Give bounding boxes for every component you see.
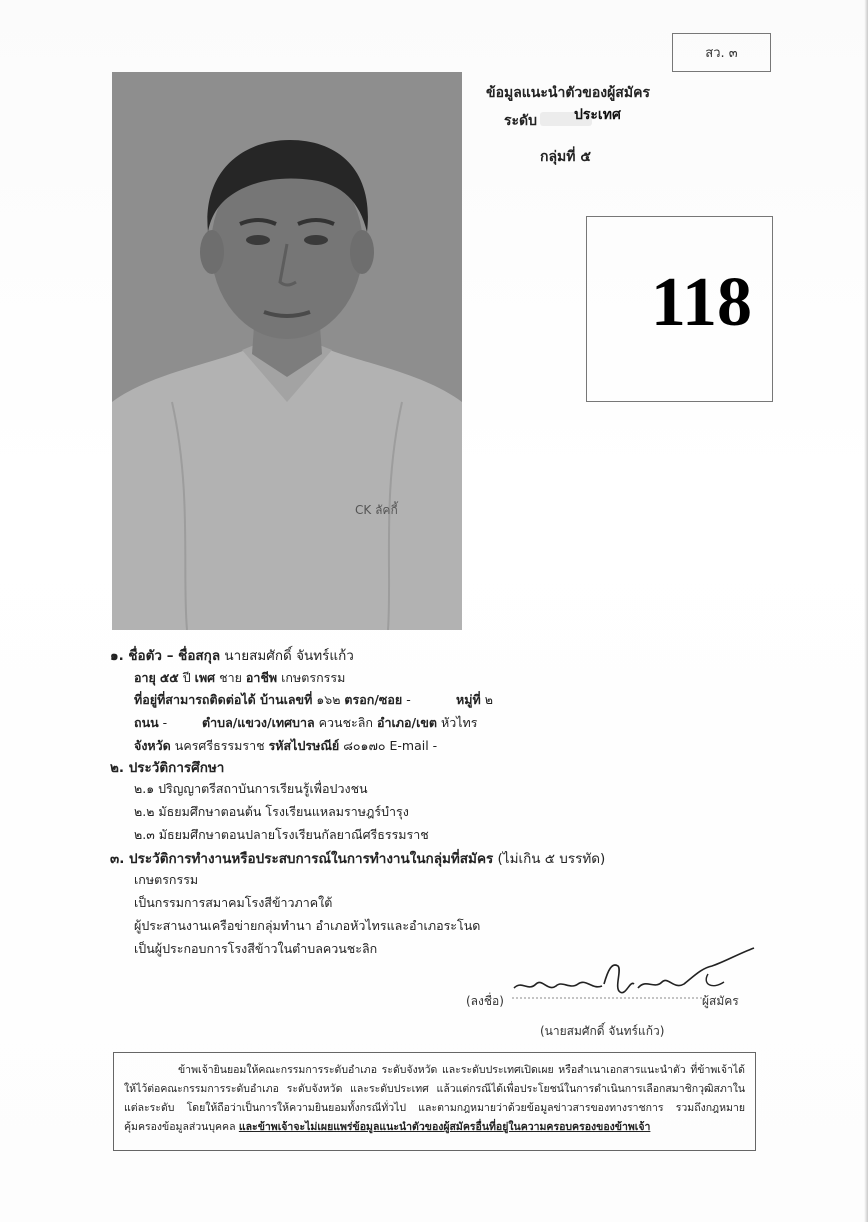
document-title: ข้อมูลแนะนำตัวของผู้สมัคร (486, 85, 650, 101)
occupation-value: เกษตรกรรม (281, 670, 346, 685)
section1-line2 (134, 668, 345, 688)
moo-field (456, 690, 493, 710)
age-unit: ปี (182, 670, 191, 685)
signature-role: ผู้สมัคร (702, 994, 739, 1008)
age-label: อายุ (134, 670, 156, 685)
postcode-value: ๘๐๑๗๐ (343, 738, 386, 753)
section3-heading: ๓. ประวัติการทำงานหรือประสบการณ์ในการทำงานในกลุ่มที่สมัคร (110, 851, 494, 867)
road-value: - (162, 715, 168, 730)
district-label: อำเภอ/เขต (376, 715, 438, 730)
alley-value: - (406, 692, 411, 707)
section1-line5 (134, 736, 437, 756)
section1-line3 (134, 690, 411, 710)
section1-line1 (110, 644, 354, 666)
work-item: ผู้ประสานงานเครือข่ายกลุ่มทำนา อำเภอหัวไทรและอำเภอระโนด (134, 918, 481, 933)
signature-area (462, 940, 762, 1040)
province-label: จังหวัด (134, 738, 171, 753)
applicant-number-box (586, 216, 773, 402)
address-label: ที่อยู่ที่สามารถติดต่อได้ บ้านเลขที่ (134, 692, 313, 707)
email-label: E-mail (389, 738, 429, 753)
work-item: เป็นผู้ประกอบการโรงสีข้าวในตำบลควนชะลิก (134, 941, 378, 956)
consent-statement-box (113, 1052, 756, 1151)
moo-value: ๒ (484, 692, 493, 707)
occupation-label: อาชีพ (245, 670, 278, 685)
signature-label: (ลงชื่อ) (466, 994, 504, 1008)
section3-line (110, 847, 605, 869)
section1-heading: ๑. ชื่อตัว – ชื่อสกุล (110, 648, 221, 664)
level-value: ประเทศ (574, 107, 621, 123)
alley-label: ตรอก/ซอย (344, 692, 403, 707)
form-code-box: สว. ๓ (672, 33, 771, 72)
education-item: ๒.๑ ปริญญาตรีสถาบันการเรียนรู้เพื่อปวงชน (134, 781, 368, 796)
section2-heading: ๒. ประวัติการศึกษา (110, 760, 225, 776)
sex-label: เพศ (194, 670, 216, 685)
consent-text: ข้าพเจ้ายินยอมให้คณะกรรมการระดับอำเภอ ระดับจังหวัด และระดับประเทศเปิดเผย หรือสำเนาเอกสารแนะนำตัว ที่ข้าพเจ้าได้ให้ไว้ต่อคณะกรรมการระดับอำเภอ ระดับจังหวัด และระดับประเทศ แล้วแต่กรณีได้เพื่อประโยชน์ในการดำเนินการเลือกสมาชิกวุฒิสภาในแต่ละระดับ โดยให้ถือว่าเป็นการให้ความยินยอมทั้งกรณีทั่วไป และตามกฎหมายว่าด้วยข้อมูลข่าวสารของทางราชการ รวมถึงกฎหมายคุ้มครองข้อมูลส่วนบุคคล (124, 1064, 745, 1133)
section1-line4 (134, 713, 167, 733)
work-item: เป็นกรรมการสมาคมโรงสีข้าวภาคใต้ (134, 895, 333, 910)
consent-emphasis: และข้าพเจ้าจะไม่เผยแพร่ข้อมูลแนะนำตัวของผู้สมัครอื่นที่อยู่ในความครอบครองของข้าพเจ้า (238, 1121, 651, 1133)
district-value: หัวไทร (441, 715, 478, 730)
applicant-portrait (112, 72, 462, 630)
section3-note: (ไม่เกิน ๕ บรรทัด) (497, 851, 606, 867)
moo-label: หมู่ที่ (456, 692, 481, 707)
level-label: ระดับ (504, 113, 538, 129)
applicant-name: นายสมศักดิ์ จันทร์แก้ว (224, 648, 354, 664)
house-number: ๑๖๒ (316, 692, 341, 707)
email-value: - (432, 738, 438, 753)
shirt-logo-text: CK ลัคกี้ (355, 503, 398, 517)
signature-printed-name: (นายสมศักดิ์ จันทร์แก้ว) (540, 1024, 665, 1038)
subdistrict-value: ควนชะลิก (318, 715, 373, 730)
consent-paragraph (124, 1061, 745, 1137)
education-item: ๒.๓ มัธยมศึกษาตอนปลายโรงเรียนกัลยาณีศรีธรรมราช (134, 827, 429, 842)
sex-value: ชาย (219, 670, 242, 685)
age-value: ๕๕ (159, 670, 179, 685)
postcode-label: รหัสไปรษณีย์ (268, 738, 340, 753)
road-label: ถนน (134, 715, 159, 730)
province-value: นครศรีธรรมราช (174, 738, 265, 753)
applicant-photo (112, 72, 462, 630)
page-edge-shadow (864, 0, 868, 1222)
subdistrict-label: ตำบล/แขวง/เทศบาล (202, 715, 315, 730)
education-item: ๒.๒ มัธยมศึกษาตอนต้น โรงเรียนแหลมราษฎร์บำรุง (134, 804, 409, 819)
work-item: เกษตรกรรม (134, 872, 199, 887)
applicant-number: 118 (650, 264, 753, 341)
section1-line4b (202, 713, 478, 733)
group-label: กลุ่มที่ ๕ (540, 149, 591, 165)
